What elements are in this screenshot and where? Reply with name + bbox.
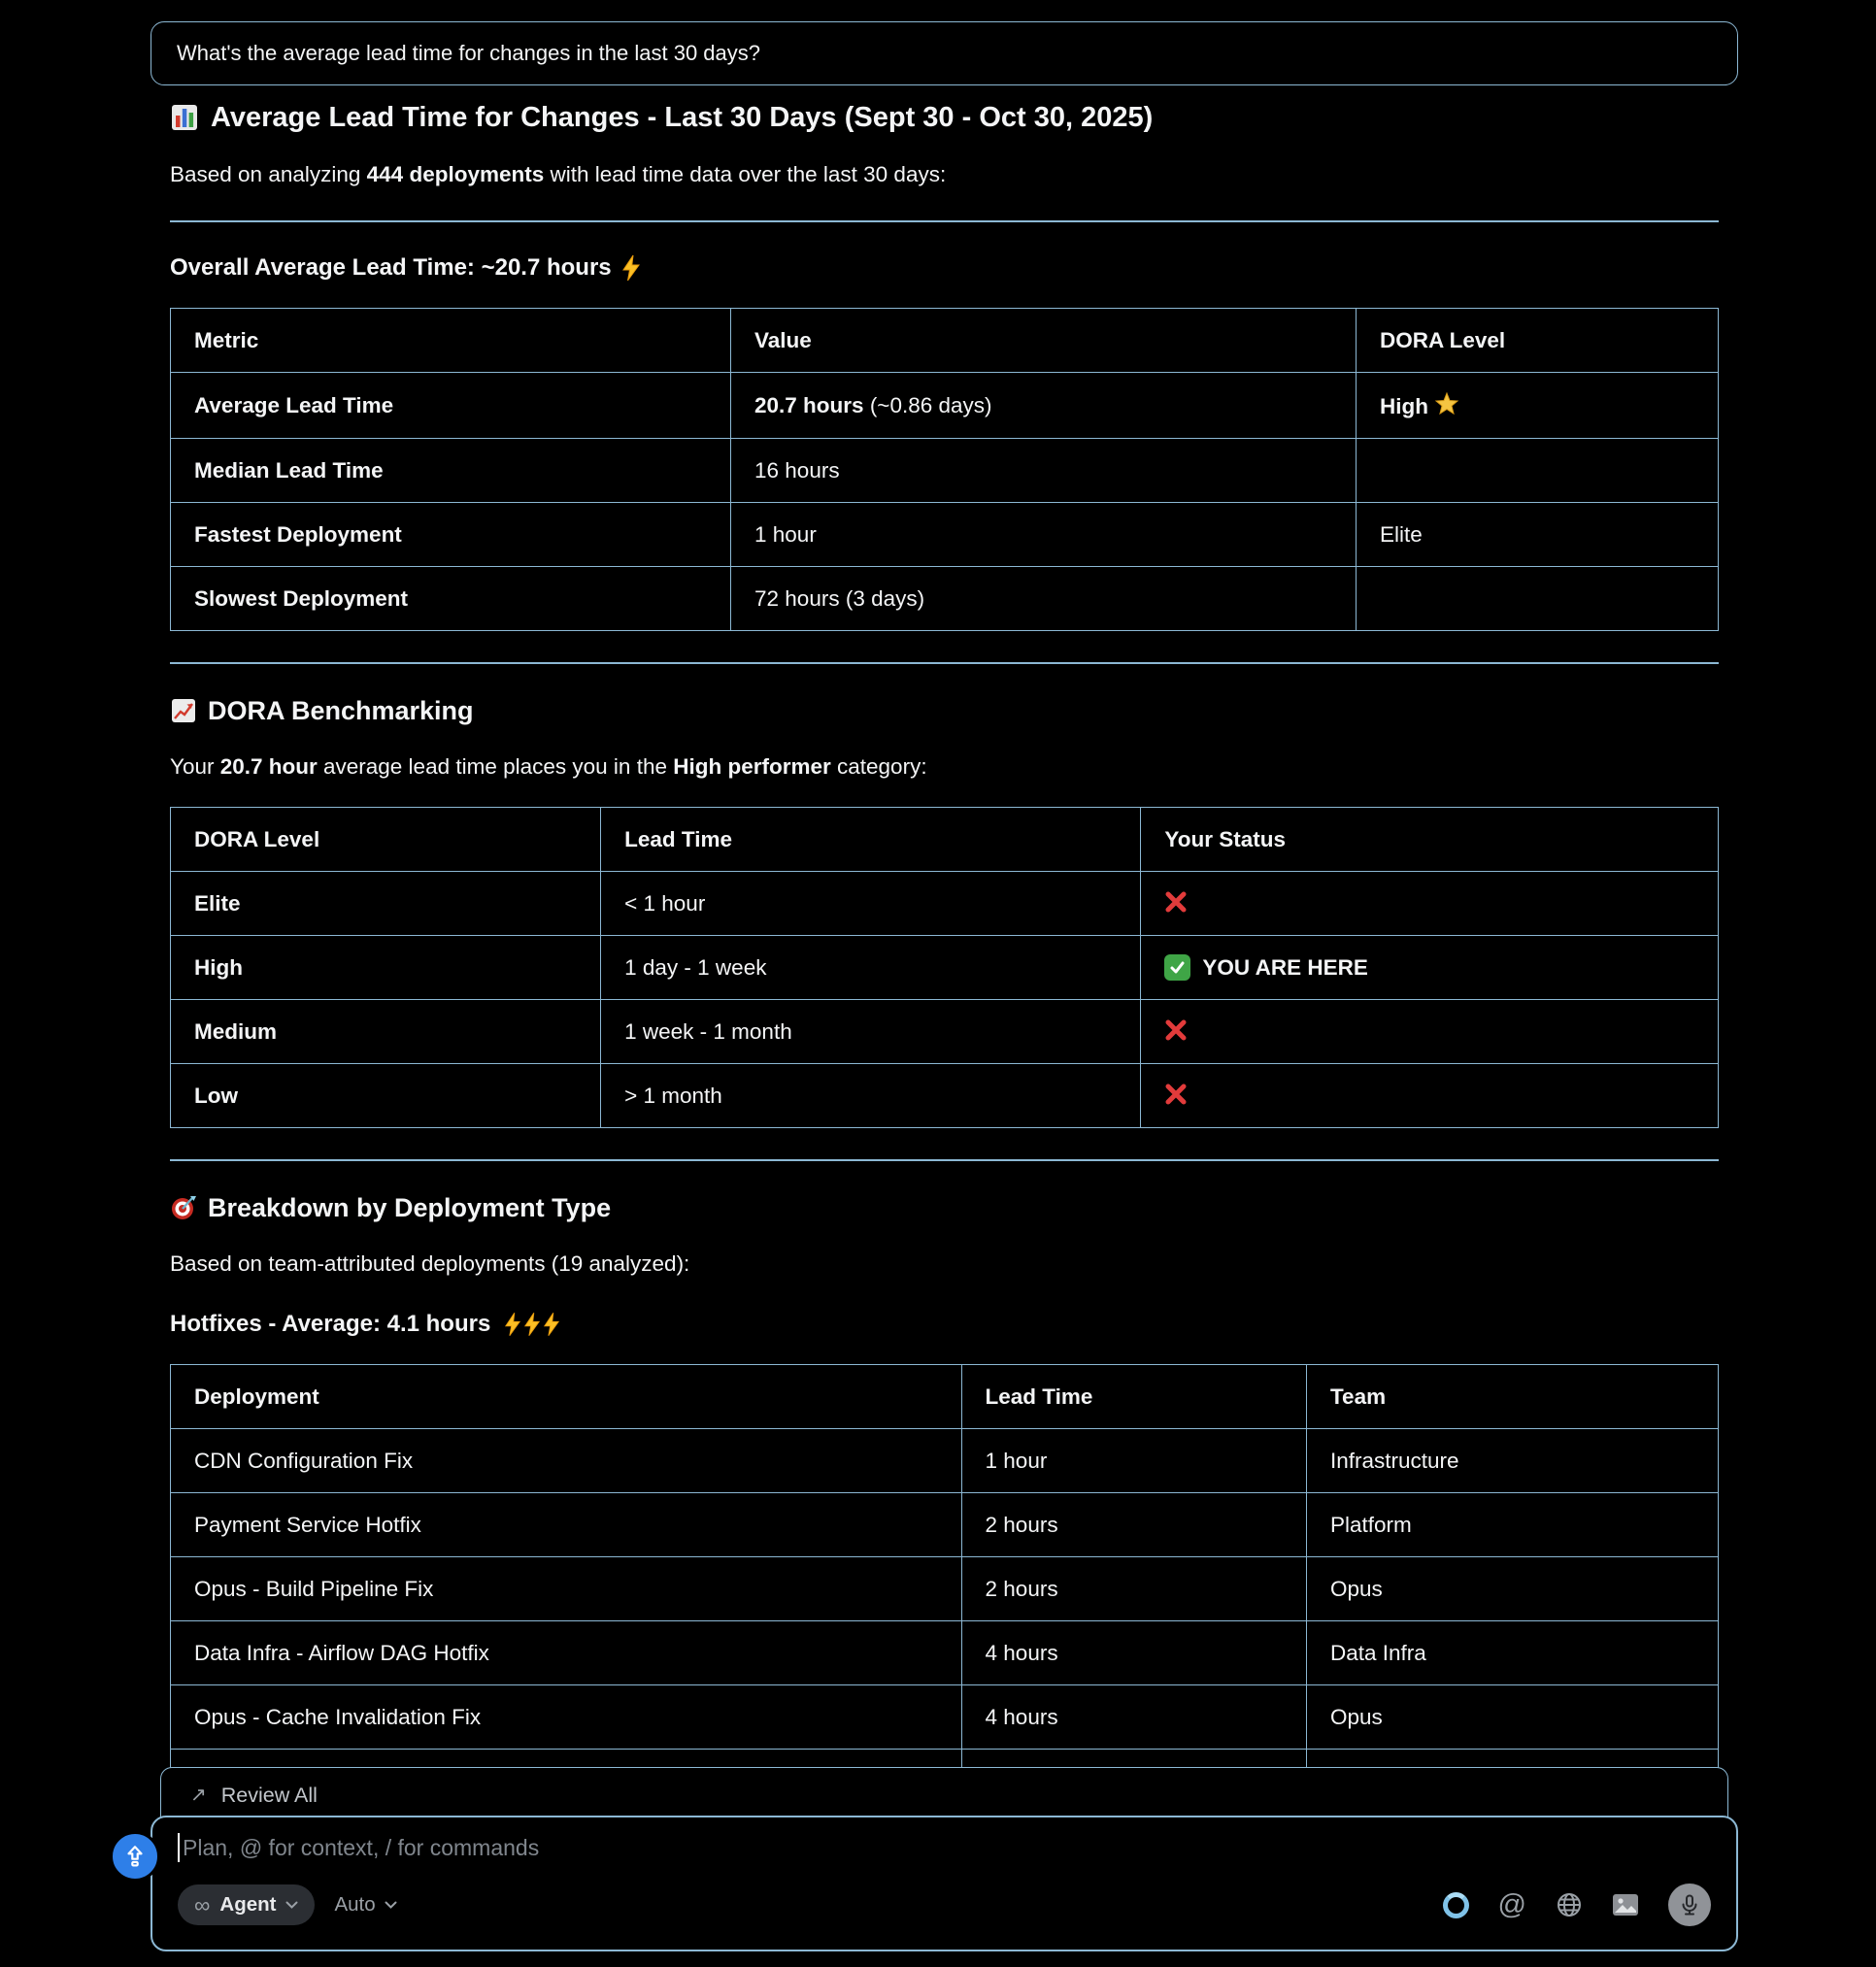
input-placeholder: Plan, @ for context, / for commands bbox=[183, 1834, 540, 1860]
composer-area bbox=[151, 1767, 1738, 1951]
value-bold: 20.7 hours bbox=[754, 392, 864, 417]
user-message[interactable] bbox=[151, 21, 1738, 85]
status-cell bbox=[1141, 936, 1719, 1000]
leadtime-cell: 4 hours bbox=[961, 1685, 1306, 1750]
column-header: Deployment bbox=[171, 1365, 962, 1429]
column-header: DORA Level bbox=[171, 808, 601, 872]
microphone-button[interactable] bbox=[1668, 1884, 1711, 1926]
table-header-row bbox=[171, 309, 1719, 373]
status-cell bbox=[1141, 1000, 1719, 1064]
divider bbox=[170, 662, 1719, 664]
team-cell: Infrastructure bbox=[1306, 1429, 1718, 1493]
leadtime-cell: 1 week - 1 month bbox=[601, 1000, 1141, 1064]
table-row bbox=[171, 1429, 1719, 1493]
overall-metrics-table bbox=[170, 308, 1719, 631]
intro-bold: 444 deployments bbox=[366, 162, 545, 186]
usage-ring-icon[interactable] bbox=[1443, 1892, 1469, 1918]
leadtime-cell: 1 day - 1 week bbox=[601, 936, 1141, 1000]
table-row bbox=[171, 1064, 1719, 1128]
table-row bbox=[171, 1557, 1719, 1621]
deployment-cell: Opus - Build Pipeline Fix bbox=[171, 1557, 962, 1621]
team-cell: Opus bbox=[1306, 1685, 1718, 1750]
level-cell: High bbox=[171, 936, 601, 1000]
dora-level: High bbox=[1379, 393, 1428, 418]
model-auto-dropdown[interactable] bbox=[334, 1893, 396, 1917]
level-cell: Elite bbox=[171, 872, 601, 936]
table-row bbox=[171, 567, 1719, 631]
chart-increasing-icon bbox=[170, 697, 197, 724]
leadtime-cell: 2 hours bbox=[961, 1557, 1306, 1621]
table-row bbox=[171, 1493, 1719, 1557]
breakdown-paragraph: Based on team-attributed deployments (19 analyzed): bbox=[170, 1251, 690, 1276]
send-upload-button[interactable] bbox=[110, 1831, 160, 1882]
cross-mark-icon bbox=[1164, 1083, 1188, 1106]
value-cell bbox=[731, 373, 1357, 439]
column-header: Value bbox=[731, 309, 1357, 373]
image-icon[interactable] bbox=[1612, 1893, 1639, 1917]
hotfixes-table bbox=[170, 1364, 1719, 1835]
cross-mark-icon bbox=[1164, 890, 1188, 914]
column-header: Your Status bbox=[1141, 808, 1719, 872]
intro-pre: Based on analyzing bbox=[170, 162, 367, 186]
level-cell: Low bbox=[171, 1064, 601, 1128]
bm-b2: High performer bbox=[673, 754, 831, 779]
table-header-row bbox=[171, 1365, 1719, 1429]
page-title-text: Average Lead Time for Changes - Last 30 Days (Sept 30 - Oct 30, 2025) bbox=[211, 102, 1154, 133]
team-cell: Opus bbox=[1306, 1557, 1718, 1621]
leadtime-cell: 2 hours bbox=[961, 1493, 1306, 1557]
text-cursor bbox=[178, 1833, 180, 1862]
status-cell bbox=[1141, 1064, 1719, 1128]
user-message-text: What's the average lead time for changes in the last 30 days? bbox=[177, 41, 760, 65]
composer-icons bbox=[1443, 1884, 1711, 1926]
bm-p1: Your bbox=[170, 754, 220, 779]
benchmarking-heading bbox=[170, 693, 1719, 728]
deployment-cell: Data Infra - Airflow DAG Hotfix bbox=[171, 1621, 962, 1685]
table-header-row bbox=[171, 808, 1719, 872]
you-are-here-label: YOU ARE HERE bbox=[1202, 954, 1368, 980]
leadtime-cell: 4 hours bbox=[961, 1621, 1306, 1685]
page-title bbox=[170, 99, 1719, 136]
column-header: Metric bbox=[171, 309, 731, 373]
breakdown-heading-text: Breakdown by Deployment Type bbox=[208, 1193, 612, 1222]
mention-icon[interactable]: @ bbox=[1497, 1888, 1526, 1920]
review-all-label: Review All bbox=[220, 1784, 318, 1807]
leadtime-cell: < 1 hour bbox=[601, 872, 1141, 936]
mode-controls bbox=[178, 1884, 397, 1925]
intro-paragraph bbox=[170, 159, 1719, 189]
bm-b1: 20.7 hour bbox=[219, 754, 318, 779]
composer-toolbar bbox=[178, 1884, 1711, 1926]
infinity-icon: ∞ bbox=[194, 1891, 211, 1917]
check-mark-icon bbox=[1164, 954, 1190, 981]
leadtime-cell: 1 hour bbox=[961, 1429, 1306, 1493]
globe-icon[interactable] bbox=[1556, 1891, 1583, 1918]
divider bbox=[170, 1159, 1719, 1161]
triple-lightning-icon bbox=[504, 1312, 560, 1337]
team-cell: Data Infra bbox=[1306, 1621, 1718, 1685]
deployment-cell: Opus - Cache Invalidation Fix bbox=[171, 1685, 962, 1750]
metric-cell: Slowest Deployment bbox=[171, 567, 731, 631]
team-cell: Platform bbox=[1306, 1493, 1718, 1557]
bm-p3: category: bbox=[830, 754, 927, 779]
assistant-response bbox=[151, 99, 1738, 1835]
glowing-star-icon bbox=[1434, 391, 1459, 417]
cross-mark-icon bbox=[1164, 1018, 1188, 1042]
bar-chart-icon bbox=[170, 103, 199, 132]
table-row bbox=[171, 503, 1719, 567]
value-cell: 1 hour bbox=[731, 503, 1357, 567]
table-row bbox=[171, 439, 1719, 503]
table-row bbox=[171, 872, 1719, 936]
deployment-cell: Payment Service Hotfix bbox=[171, 1493, 962, 1557]
metric-cell: Median Lead Time bbox=[171, 439, 731, 503]
dora-cell bbox=[1356, 439, 1718, 503]
benchmarking-paragraph bbox=[170, 751, 1719, 782]
chevron-down-icon bbox=[285, 1901, 298, 1910]
leadtime-cell: > 1 month bbox=[601, 1064, 1141, 1128]
value-rest: (~0.86 days) bbox=[863, 392, 992, 417]
table-row bbox=[171, 1621, 1719, 1685]
dora-benchmark-table bbox=[170, 807, 1719, 1128]
bm-p2: average lead time places you in the bbox=[317, 754, 674, 779]
chat-input-field[interactable] bbox=[178, 1833, 1711, 1862]
lightning-icon bbox=[621, 254, 641, 282]
arrow-up-icon bbox=[122, 1844, 148, 1869]
table-row bbox=[171, 1685, 1719, 1750]
hotfixes-heading bbox=[170, 1310, 1719, 1339]
overall-heading-text: Overall Average Lead Time: ~20.7 hours bbox=[170, 254, 612, 281]
dora-cell bbox=[1356, 373, 1718, 439]
value-cell: 72 hours (3 days) bbox=[731, 567, 1357, 631]
deployment-cell: CDN Configuration Fix bbox=[171, 1429, 962, 1493]
dart-icon bbox=[170, 1194, 197, 1221]
metric-cell: Average Lead Time bbox=[171, 373, 731, 439]
column-header: Lead Time bbox=[961, 1365, 1306, 1429]
dora-cell: Elite bbox=[1356, 503, 1718, 567]
table-row bbox=[171, 373, 1719, 439]
status-cell bbox=[1141, 872, 1719, 936]
level-cell: Medium bbox=[171, 1000, 601, 1064]
dora-cell bbox=[1356, 567, 1718, 631]
chat-input-box[interactable] bbox=[151, 1816, 1738, 1951]
table-row bbox=[171, 936, 1719, 1000]
agent-mode-dropdown[interactable] bbox=[178, 1884, 315, 1925]
auto-label: Auto bbox=[334, 1893, 376, 1916]
arrow-up-right-icon: ↗ bbox=[190, 1784, 207, 1806]
microphone-icon bbox=[1679, 1894, 1700, 1916]
value-cell: 16 hours bbox=[731, 439, 1357, 503]
column-header: DORA Level bbox=[1356, 309, 1718, 373]
chevron-down-icon bbox=[385, 1901, 397, 1910]
intro-post: with lead time data over the last 30 days: bbox=[544, 162, 947, 186]
divider bbox=[170, 220, 1719, 222]
metric-cell: Fastest Deployment bbox=[171, 503, 731, 567]
column-header: Team bbox=[1306, 1365, 1718, 1429]
agent-label: Agent bbox=[219, 1893, 277, 1916]
chat-area bbox=[151, 21, 1738, 1835]
overall-heading bbox=[170, 253, 1719, 283]
benchmarking-heading-text: DORA Benchmarking bbox=[208, 696, 474, 725]
hotfixes-heading-text: Hotfixes - Average: 4.1 hours bbox=[170, 1311, 491, 1337]
column-header: Lead Time bbox=[601, 808, 1141, 872]
table-row bbox=[171, 1000, 1719, 1064]
breakdown-heading bbox=[170, 1190, 1719, 1225]
